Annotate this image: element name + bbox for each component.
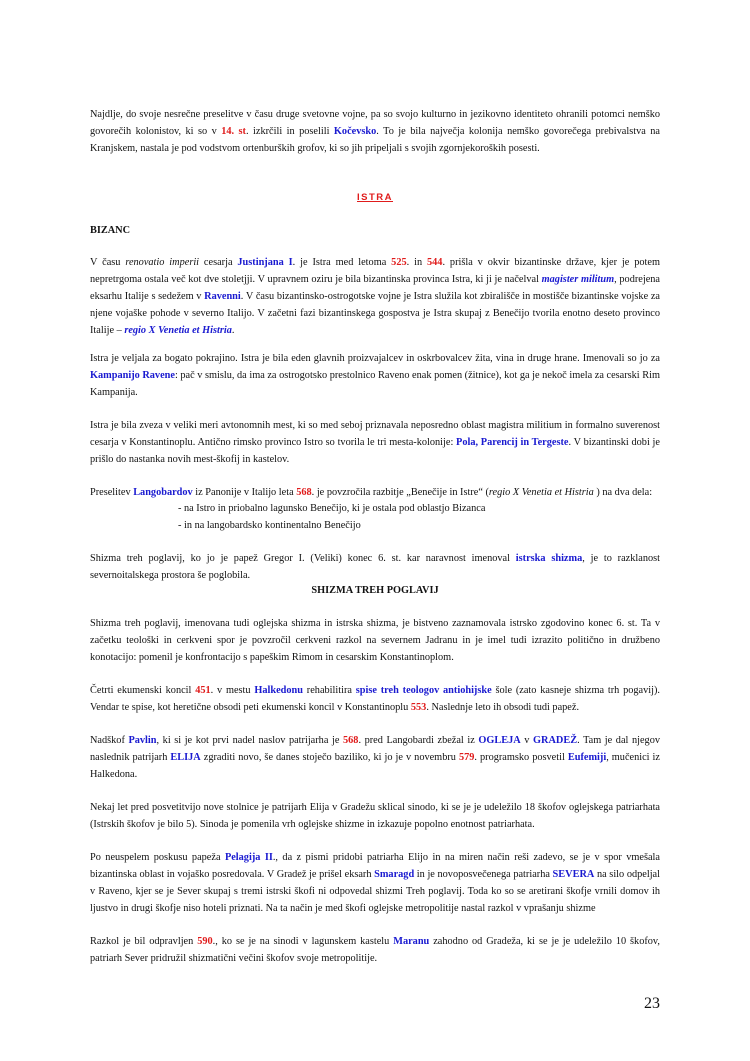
text-run: iz Panonije v Italijo leta xyxy=(192,487,297,498)
highlight-term: spise treh teologov antiohijske xyxy=(355,685,492,696)
paragraph-rich-province xyxy=(90,350,660,401)
text-run: Najdlje, do svoje nesrečne preselitve v času druge svetovne vojne, pa so svojo kulturno in jezikovno identiteto ohranili potomci nemško govorečih kolonistov, ki so v xyxy=(90,109,660,137)
text-run: . Naslednje leto ih obsodi tudi papež. xyxy=(426,702,580,713)
paragraph-autonomous-cities xyxy=(90,417,660,468)
page-number: 23 xyxy=(644,995,660,1012)
text-run: , mučenici iz Halkedona. xyxy=(90,752,660,780)
paragraph-pelagius xyxy=(90,849,660,917)
text-run: zgraditi novo, še danes stoječo baziliko, ki jo je v novembru xyxy=(200,752,459,763)
paragraph-langobards xyxy=(90,484,660,501)
paragraph-schism-overview xyxy=(90,615,660,666)
highlight-term: Langobardov xyxy=(133,487,193,498)
text-run: Shizma treh poglavij, ko jo je papež Gregor I. (Veliki) konec 6. st. kar naravnost imenoval xyxy=(90,553,516,564)
text-run: . V času bizantinsko-ostrogotske vojne je Istra služila kot zbirališče in mostišče bizantinske vojske za njene vojaške pohode v severno Italijo. V začetni fazi bizantinskega gospostva je Istra skupaj z Benečijo tvorila enotno deseto provinco Italije – xyxy=(90,291,660,336)
text-run: Nadškof xyxy=(90,735,129,746)
highlight-term: Halkedonu xyxy=(254,685,303,696)
highlight-term: GRADEŽ xyxy=(533,735,578,746)
text-run: V času xyxy=(90,257,126,268)
text-run: Preselitev xyxy=(90,487,134,498)
highlight-term: magister militum xyxy=(541,274,615,285)
text-run: , podrejena eksarhu Italije s sedežem v xyxy=(90,274,661,302)
section-title-istra: ISTRA xyxy=(357,192,393,203)
text-run: . To je bila največja kolonija nemško govorečega prebivalstva na Kranjskem, nastala je pod vodstvom ortenburških grofov, ki so jih pripeljali s svojih zgornjekoroških posesti. xyxy=(90,126,661,154)
paragraph-councils xyxy=(90,682,660,716)
highlight-date: 544 xyxy=(427,257,443,268)
subheading-bizanc: BIZANC xyxy=(90,225,131,236)
text-run: . V bizantinski dobi je prišlo do nastanka novih mest-škofij in kastelov. xyxy=(90,437,660,465)
text-run: - na Istro in priobalno lagunsko Benečijo, ki je ostala pod oblastjo Bizanca xyxy=(178,503,486,514)
highlight-term: Maranu xyxy=(393,936,430,947)
highlight-date: 579 xyxy=(458,752,475,763)
highlight-term: Pola, Parencij in Tergeste xyxy=(456,437,569,448)
paragraph-kocevsko xyxy=(90,106,660,157)
highlight-term: Kočevsko xyxy=(333,126,377,137)
highlight-term: Smaragd xyxy=(374,869,415,880)
highlight-term: Kampanijo Ravene xyxy=(90,370,175,381)
heading-shizma-treh-poglavij: SHIZMA TREH POGLAVIJ xyxy=(311,585,439,596)
text-run: . pred Langobardi zbežal iz xyxy=(358,735,479,746)
highlight-date: 568 xyxy=(342,735,359,746)
text-run: rehabilitira xyxy=(303,685,356,696)
text-run: : pač v smislu, da ima za ostrogotsko prestolnico Raveno enak pomen (žitnice), kot ga je nekoč imela za cesarski Rim Kampanija. xyxy=(90,370,660,398)
text-run: . programsko posvetil xyxy=(474,752,568,763)
highlight-date: 525 xyxy=(391,257,407,268)
text-run: ) na dva dela: xyxy=(593,487,653,498)
highlight-term: Pavlin xyxy=(128,735,157,746)
highlight-date: 553 xyxy=(410,702,427,713)
text-run: Četrti ekumenski koncil xyxy=(90,685,196,696)
list-item xyxy=(178,517,660,534)
text-run: v xyxy=(520,735,534,746)
highlight-date: 590 xyxy=(197,936,213,947)
list-item xyxy=(178,500,660,517)
highlight-date: 451 xyxy=(195,685,211,696)
text-run: Shizma treh poglavij, imenovana tudi oglejska shizma in istrska shizma, je bistveno zaznamovala istrsko zgodovino konec 6. st. Ta v začetku teološki in cerkveni spor je povzročil cerkveni razkol na severnem Jadranu in je imel tudi izrazito politično in družbeno konotacijo: pomenil je konfrontacijo s papeškim Rimom in cesarskim Konstantinoplom. xyxy=(90,618,660,663)
highlight-term: Eufemiji xyxy=(567,752,607,763)
highlight-term: renovatio imperii xyxy=(125,257,200,268)
text-run: . xyxy=(231,325,235,336)
highlight-date: 14. st xyxy=(221,126,246,137)
highlight-term: ELIJA xyxy=(170,752,201,763)
text-run: Istra je veljala za bogato pokrajino. Istra je bila eden glavnih proizvajalcev in oskrbovalcev žita, vina in druge hrane. Imenovali so jo za xyxy=(90,353,660,364)
highlight-date: 568 xyxy=(296,487,312,498)
paragraph-marano xyxy=(90,933,660,967)
text-run: cesarja xyxy=(199,257,238,268)
highlight-term: OGLEJA xyxy=(478,735,521,746)
text-run: . izkrčili in poselili xyxy=(245,126,334,137)
text-run: ., da z pismi pridobi patriarha Elijo in na miren način reši zadevo, se je v spor vmešala bizantinska oblast in vojaško posredovala. V Gradež je prišel eksarh xyxy=(90,852,660,880)
text-run: šole (zato kasneje shizma trh pogavij). Vendar te spise, kot heretične obsodi peti ekumenski koncil v Konstantinoplu xyxy=(90,685,660,713)
text-run: na silo odpeljal v Raveno, kjer se je Sever skupaj s tremi istrski škofi ni odpovedal shizmi Treh poglavij. Toda ko so se aretirani škofje vrnili domov ih ljustvo in drugi škofje niso hoteli priznati. Na ta način je med škofi oglejske metropolitije nastal razkol v vprašanju shizme xyxy=(90,869,660,914)
text-run: zahodno od Gradeža, ki se je je udeležilo 10 škofov, patriarh Sever pridružil shizmatični večini škofov svoje metropolitije. xyxy=(90,936,660,964)
text-run: Razkol je bil odpravljen xyxy=(90,936,198,947)
highlight-term: istrska shizma xyxy=(515,553,583,564)
text-run: . je Istra med letoma xyxy=(292,257,392,268)
text-run: . v mestu xyxy=(210,685,255,696)
highlight-term: Pelagija II xyxy=(224,852,273,863)
highlight-term: SEVERA xyxy=(552,869,595,880)
paragraph-pavlin xyxy=(90,732,660,783)
highlight-term: Ravenni xyxy=(204,291,241,302)
text-run: , ki si je kot prvi nadel naslov patrijarha je xyxy=(156,735,343,746)
paragraph-bizanc-rule xyxy=(90,254,660,339)
text-run: . prišla v okvir bizantinske države, kjer je potem nepretrgoma ostala več kot dve stoletjji. V upravnem oziru je bila bizantinska provinca Istra, ki ji je načelval xyxy=(90,257,660,285)
text-run: . in xyxy=(406,257,427,268)
text-run: ., ko se je na sinodi v lagunskem kastelu xyxy=(212,936,394,947)
highlight-term: Justinjana I xyxy=(237,257,293,268)
paragraph-synod xyxy=(90,799,660,833)
text-run: . je povzročila razbitje „Benečije in Istre“ ( xyxy=(311,487,489,498)
text-run: in je novoposvečenega patriarha xyxy=(414,869,553,880)
text-run: - in na langobardsko kontinentalno Benečijo xyxy=(178,520,361,531)
text-run: , je to razklanost severnoitalskega prostora še poglobila. xyxy=(90,553,660,581)
text-run: . Tam je dal njegov naslednik patrijarh xyxy=(90,735,660,763)
paragraph-istrian-schism xyxy=(90,550,660,584)
text-run: Nekaj let pred posvetitvijo nove stolnice je patrijarh Elija v Gradežu sklical sinodo, ki se je je udeležilo 18 škofov oglejskega patriarhata (Istrskih škofov je bilo 5). Sinoda je pomenila vrh oglejske shizme in izkazuje popolno enotnost patriarhata. xyxy=(90,802,660,830)
highlight-term: regio X Venetia et Histria xyxy=(124,325,232,336)
text-run: Po neuspelem poskusu papeža xyxy=(90,852,225,863)
highlight-term: regio X Venetia et Histria xyxy=(488,487,594,498)
text-run: Istra je bila zveza v veliki meri avtonomnih mest, ki so med seboj priznavala neposredno oblast magistra militium in formalno suverenost cesarja v Konstantinoplu. Antično rimsko provinco Istro so tvorila le tri mesta-kolonije: xyxy=(90,420,660,448)
